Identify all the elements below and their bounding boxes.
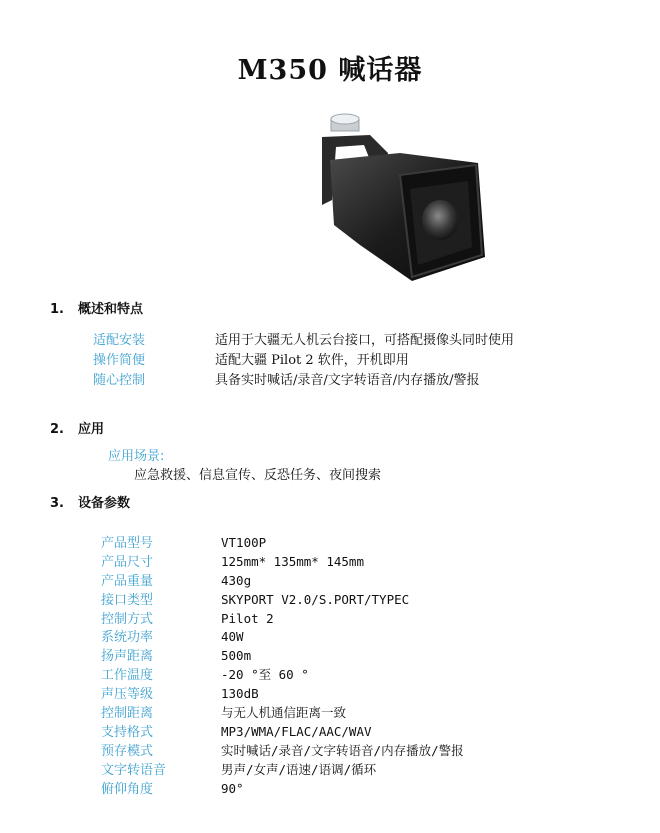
application-label: 应用场景:	[108, 449, 165, 464]
spec-value: 男声/女声/语速/语调/循环	[221, 761, 377, 777]
page-title: M350 喊话器	[237, 55, 423, 86]
feature-label: 操作简便	[93, 353, 146, 368]
feature-row	[93, 371, 514, 391]
spec-label: 工作温度	[101, 668, 154, 684]
spec-label: 产品尺寸	[101, 554, 154, 570]
spec-row	[101, 572, 464, 591]
spec-row	[101, 610, 464, 629]
section-number: 1.	[50, 302, 64, 317]
spec-label: 产品型号	[101, 536, 154, 551]
section-title: 概述和特点	[78, 302, 144, 317]
spec-row	[101, 704, 464, 723]
spec-value: 430g	[221, 572, 252, 588]
feature-row	[93, 331, 514, 351]
application-text: 应急救援、信息宣传、反恐任务、夜间搜索	[134, 468, 382, 483]
spec-value: 500m	[221, 648, 252, 664]
spec-row	[101, 723, 464, 742]
feature-row	[93, 351, 514, 371]
spec-value: 125mm* 135mm* 145mm	[221, 553, 364, 569]
section-heading-overview	[50, 298, 143, 317]
feature-list	[93, 331, 514, 391]
feature-value: 适用于大疆无人机云台接口，可搭配摄像头同时使用	[215, 333, 515, 348]
spec-value: 90°	[221, 780, 244, 796]
megaphone-product-image	[300, 105, 500, 290]
spec-row	[101, 647, 464, 666]
spec-label: 产品重量	[101, 573, 154, 589]
spec-row	[101, 780, 464, 799]
spec-value: 与无人机通信距离一致	[221, 705, 347, 721]
section-number: 2.	[50, 422, 64, 437]
spec-row	[101, 761, 464, 780]
spec-label: 系统功率	[101, 630, 154, 646]
spec-table	[101, 534, 464, 798]
spec-row	[101, 685, 464, 704]
spec-label: 控制距离	[101, 706, 154, 722]
section-title: 应用	[78, 422, 105, 437]
spec-value: SKYPORT V2.0/S.PORT/TYPEC	[221, 591, 410, 607]
spec-value: 实时喊话/录音/文字转语音/内存播放/警报	[221, 742, 464, 758]
section-number: 3.	[50, 496, 64, 511]
spec-row	[101, 666, 464, 685]
feature-value: 适配大疆 Pilot 2 软件，开机即用	[215, 353, 409, 368]
spec-value: VT100P	[221, 535, 267, 550]
spec-row	[101, 534, 464, 553]
feature-label: 适配安装	[93, 333, 146, 348]
feature-label: 随心控制	[93, 373, 146, 388]
spec-value: 40W	[221, 629, 244, 645]
spec-label: 声压等级	[101, 687, 154, 703]
spec-label: 支持格式	[101, 724, 154, 740]
spec-value: MP3/WMA/FLAC/AAC/WAV	[221, 723, 372, 739]
spec-row	[101, 553, 464, 572]
spec-row	[101, 628, 464, 647]
spec-row	[101, 742, 464, 761]
feature-value: 具备实时喊话/录音/文字转语音/内存播放/警报	[215, 373, 480, 388]
section-heading-application	[50, 418, 104, 437]
section-title: 设备参数	[78, 496, 131, 511]
spec-label: 预存模式	[101, 743, 154, 759]
spec-label: 俯仰角度	[101, 781, 154, 797]
spec-value: Pilot 2	[221, 610, 274, 626]
spec-value: -20 °至 60 °	[221, 667, 309, 683]
spec-label: 控制方式	[101, 611, 154, 627]
spec-value: 130dB	[221, 686, 259, 702]
section-heading-specs	[50, 492, 130, 511]
spec-label: 接口类型	[101, 592, 154, 608]
spec-row	[101, 591, 464, 610]
spec-label: 扬声距离	[101, 649, 154, 665]
spec-label: 文字转语音	[101, 762, 167, 778]
